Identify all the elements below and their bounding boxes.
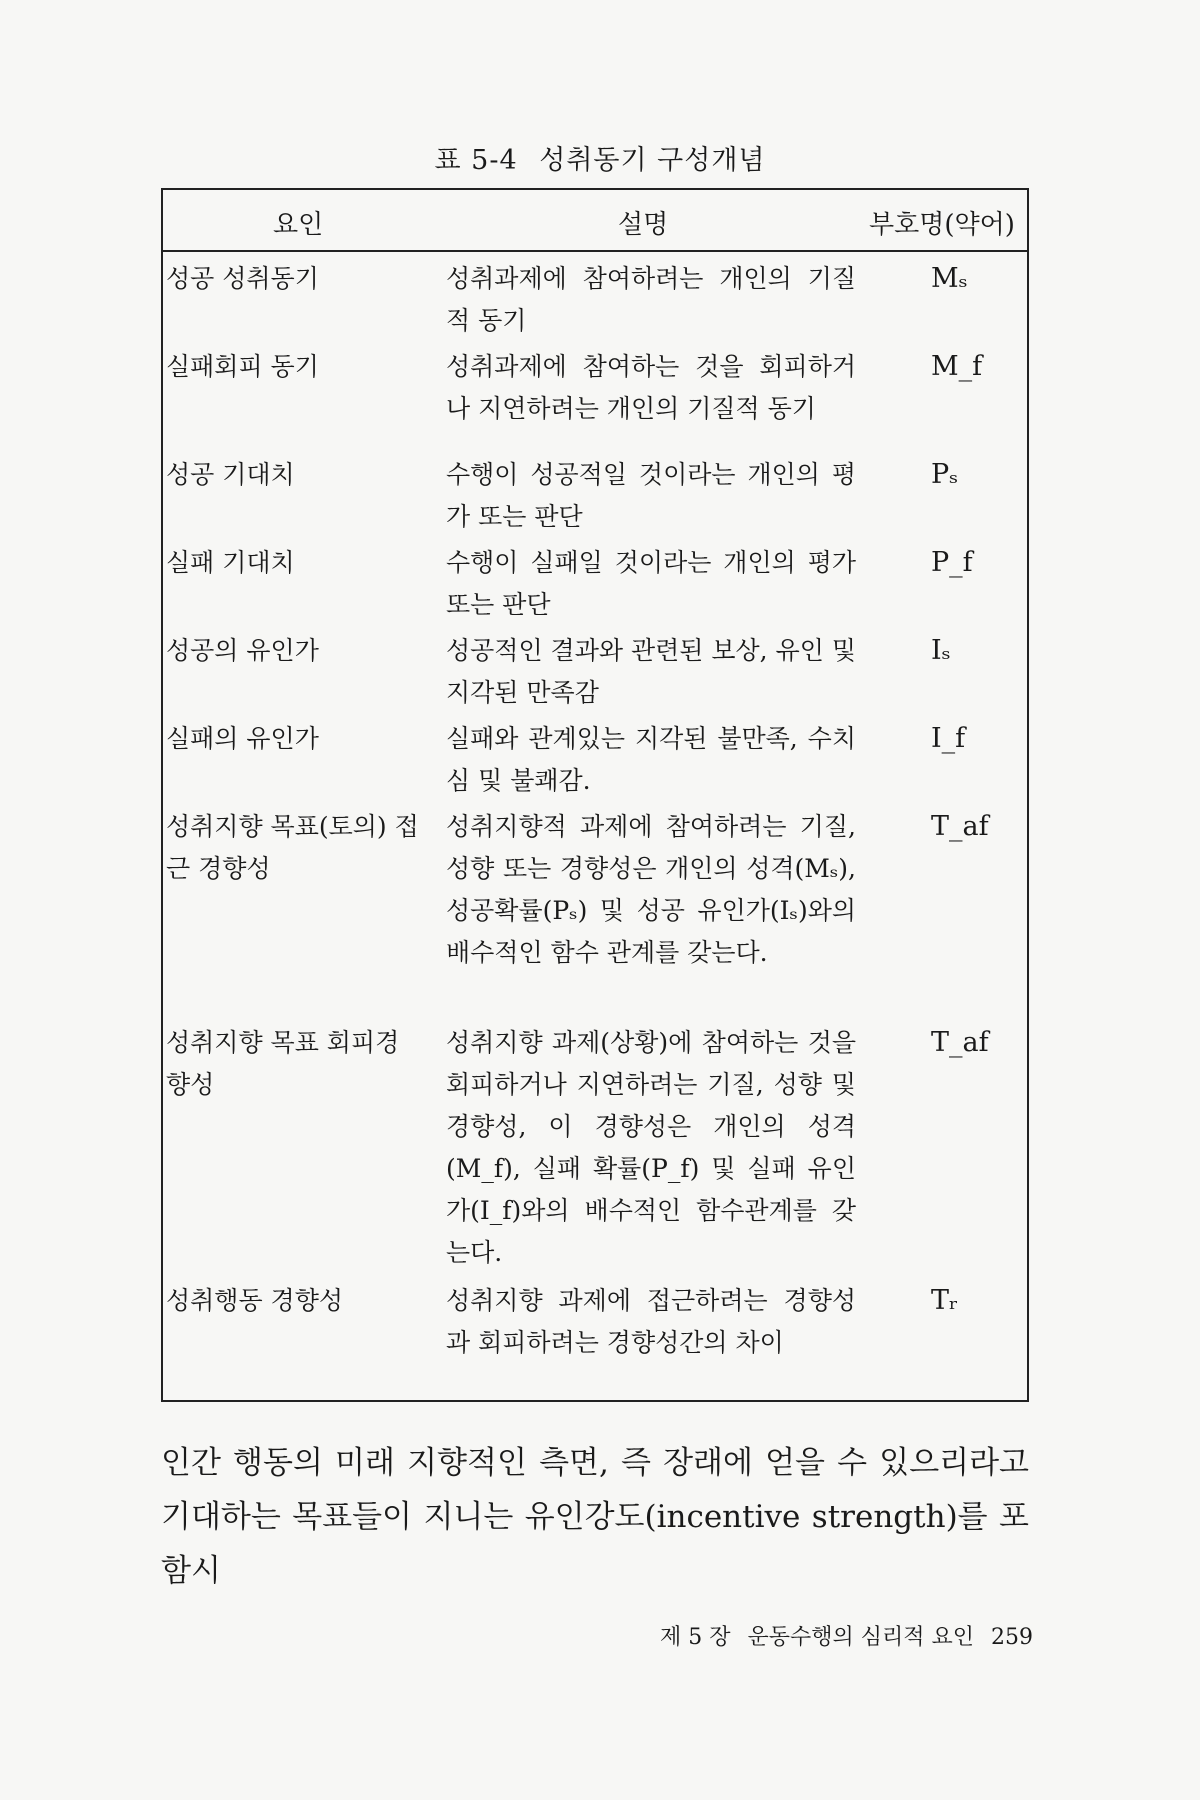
table-caption-label: 표 5-4 — [434, 145, 518, 176]
achievement-motivation-table — [161, 188, 1029, 1402]
row-description: 성취지향 과제(상황)에 참여하는 것을 회피하거나 지연하려는 기질, 성향 및 경향성, 이 경향성은 개인의 성격(M_f), 실패 확률(P_f) 및 실패 유인가(I_f)와의 배수적인 함수관계를 갖는다. — [446, 1028, 856, 1267]
page-number: 259 — [991, 1625, 1033, 1650]
row-abbreviation: T_af — [931, 1027, 989, 1058]
row-factor: 성취행동 경향성 — [166, 1286, 343, 1315]
row-description: 성취과제에 참여하려는 개인의 기질적 동기 — [446, 264, 856, 335]
row-factor: 실패회피 동기 — [166, 352, 319, 381]
row-factor: 성공 성취동기 — [166, 264, 319, 293]
row-description: 실패와 관계있는 지각된 불만족, 수치심 및 불쾌감. — [446, 724, 856, 795]
row-description: 성취지향 과제에 접근하려는 경향성과 회피하려는 경향성간의 차이 — [446, 1286, 856, 1357]
header-abbreviation: 부호명(약어) — [869, 210, 1015, 240]
table-caption — [0, 138, 1200, 177]
row-factor: 실패 기대치 — [166, 548, 295, 577]
row-description: 성공적인 결과와 관련된 보상, 유인 및 지각된 만족감 — [446, 636, 856, 707]
row-abbreviation: Iₛ — [931, 635, 951, 666]
row-abbreviation: Mₛ — [931, 263, 968, 294]
row-factor: 성공 기대치 — [166, 460, 295, 489]
table-caption-title: 성취동기 구성개념 — [539, 145, 766, 176]
row-factor: 성취지향 목표(토의) 접근 경향성 — [166, 812, 419, 883]
row-abbreviation: I_f — [931, 723, 966, 754]
header-description: 설명 — [618, 210, 669, 240]
body-paragraph: 인간 행동의 미래 지향적인 측면, 즉 장래에 얻을 수 있으리라고 기대하는 목표들이 지니는 유인강도(incentive strength)를 포함시 — [161, 1445, 1029, 1589]
row-abbreviation: Pₛ — [931, 459, 959, 490]
row-description: 수행이 실패일 것이라는 개인의 평가 또는 판단 — [446, 548, 856, 619]
row-abbreviation: Tᵣ — [931, 1285, 959, 1316]
row-factor: 성취지향 목표 회피경향성 — [166, 1028, 400, 1099]
row-description: 성취과제에 참여하는 것을 회피하거나 지연하려는 개인의 기질적 동기 — [446, 352, 856, 423]
page-footer — [650, 1620, 1033, 1651]
row-description: 수행이 성공적일 것이라는 개인의 평가 또는 판단 — [446, 460, 856, 531]
footer-chapter-title: 운동수행의 심리적 요인 — [747, 1625, 974, 1650]
row-description: 성취지향적 과제에 참여하려는 기질, 성향 또는 경향성은 개인의 성격(Mₛ), 성공확률(Pₛ) 및 성공 유인가(Iₛ)와의 배수적인 함수 관계를 갖는다. — [446, 812, 856, 967]
row-factor: 실패의 유인가 — [166, 724, 319, 753]
row-abbreviation: M_f — [931, 351, 983, 382]
row-abbreviation: T_af — [931, 811, 989, 842]
header-factor: 요인 — [273, 210, 324, 240]
table-header — [163, 190, 1027, 252]
footer-chapter: 제 5 장 — [659, 1625, 731, 1650]
row-factor: 성공의 유인가 — [166, 636, 319, 665]
row-abbreviation: P_f — [931, 547, 973, 578]
